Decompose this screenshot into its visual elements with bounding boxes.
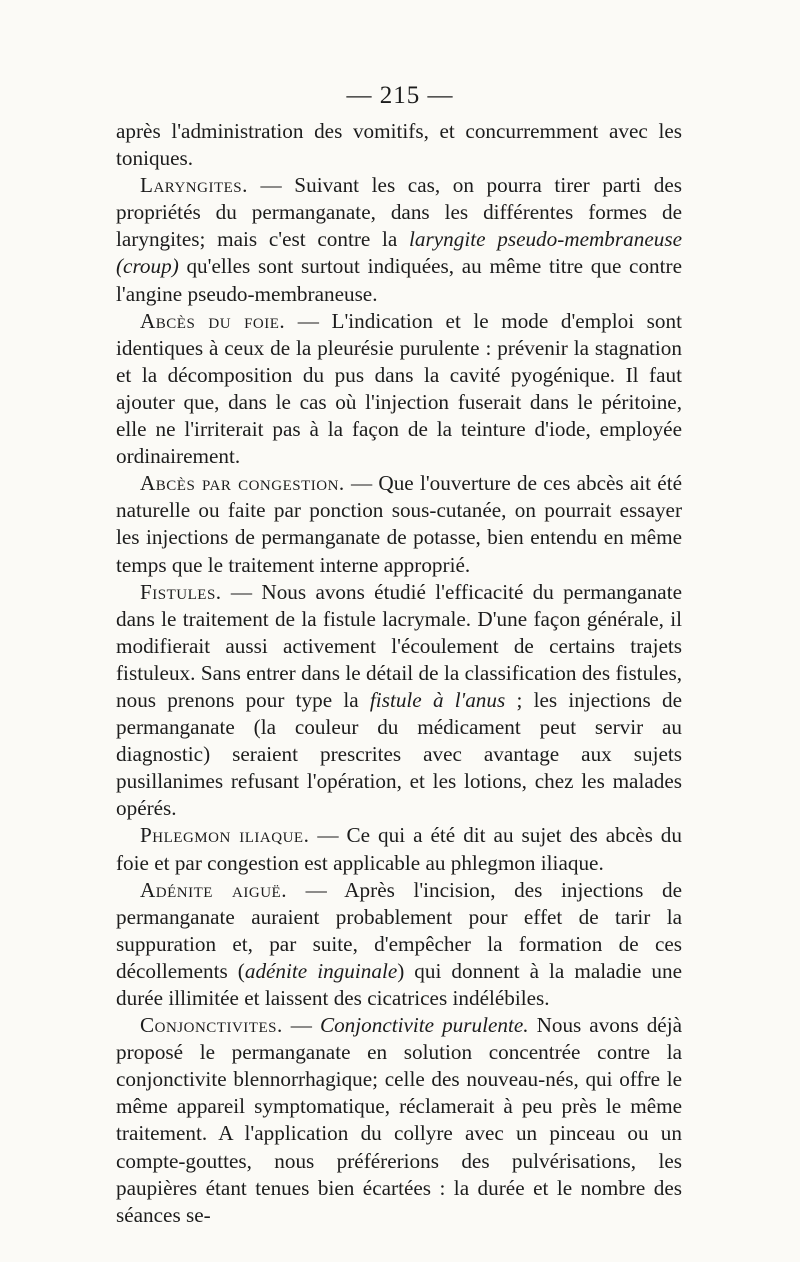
paragraph-heading: Fistules. xyxy=(140,579,222,604)
paragraph-phlegmon xyxy=(116,822,682,876)
paragraph-heading: Adénite aiguë. xyxy=(140,877,288,902)
paragraph-heading: Laryngites. xyxy=(140,173,248,198)
paragraph-fistules xyxy=(116,579,682,823)
paragraph-text: qu'elles sont surtout indiquées, au même titre que contre l'angine pseudo-membraneuse. xyxy=(116,254,682,306)
paragraph-heading: Conjonctivites. xyxy=(140,1013,283,1038)
paragraph-text: — Après l'incision, des injections de permanganate auraient probablement pour effet de tarir la suppuration et, par suite, d'empêcher la formation de ces décollements ( xyxy=(116,877,682,983)
paragraph-adenite xyxy=(116,877,682,1012)
page-number: — 215 — xyxy=(346,82,454,109)
paragraph-laryngites xyxy=(116,172,682,307)
paragraph-text: — Nous avons étudié l'efficacité du permanganate dans le traitement de la fistule lacrymale. D'une façon générale, il modifierait aussi activement l'écoulement de certains trajets fistuleux. Sans entrer dans le détail de la classification des fistules, nous prenons pour type la xyxy=(116,579,682,712)
paragraph-text: — xyxy=(282,1013,320,1038)
paragraph-text: — Suivant les cas, on pourra tirer parti des propriétés du permanganate, dans les différentes formes de laryngites; mais c'est contre la xyxy=(116,173,682,252)
paragraph-heading: Abcès par congestion. xyxy=(140,471,345,496)
paragraph-text: — Ce qui a été dit au sujet des abcès du foie et par congestion est applicable au phlegmon iliaque. xyxy=(116,823,682,875)
paragraph-text: Nous avons déjà proposé le permanganate en solution concentrée contre la conjonctivite blennorrhagique; celle des nouveau-nés, qui offre le même appareil symptomatique, réclamerait à peu près le même traitement. A l'application du collyre avec un pinceau ou un compte-gouttes, nous préférerions des pulvérisations, les paupières étant tenues bien écartées : la durée et le nombre des séances se- xyxy=(116,1013,682,1227)
paragraph-emphasis: Conjonctivite purulente. xyxy=(319,1013,529,1038)
paragraph-abces-congestion xyxy=(116,470,682,578)
paragraph-emphasis: laryngite pseudo-membraneuse (croup) xyxy=(116,227,682,279)
paragraph-heading: Abcès du foie. xyxy=(140,308,286,333)
paragraph-continuation xyxy=(116,118,682,172)
paragraph-emphasis: adénite inguinale xyxy=(244,958,398,983)
paragraph-text: ; les injections de permanganate (la couleur du médicament peut servir au diagnostic) seraient prescrites avec avantage aux sujets pusillanimes refusant l'opération, et les lotions, chez les malades opérés. xyxy=(116,687,682,821)
paragraph-heading: Phlegmon iliaque. xyxy=(140,823,310,848)
body-text xyxy=(116,118,682,1229)
paragraph-abces-foie xyxy=(116,308,682,471)
paragraph-conjonctivites xyxy=(116,1012,682,1229)
paragraph-text: — Que l'ouverture de ces abcès ait été naturelle ou faite par ponction sous-cutanée, on pourrait essayer les injections de permanganate de potasse, bien entendu en même temps que le traitement interne approprié. xyxy=(116,471,682,577)
paragraph-text: après l'administration des vomitifs, et concurremment avec les toniques. xyxy=(116,119,682,171)
paragraph-emphasis: fistule à l'anus xyxy=(369,687,506,712)
paragraph-text: ) qui donnent à la maladie une durée illimitée et laissent des cicatrices indélébiles. xyxy=(116,958,682,1010)
paragraph-text: — L'indication et le mode d'emploi sont identiques à ceux de la pleurésie purulente : prévenir la stagnation et la décomposition du pus dans la cavité pyogénique. Il faut ajouter que, dans le cas où l'injection fuserait dans le péritoine, elle ne l'irriterait pas à la façon de la teinture d'iode, employée ordinairement. xyxy=(116,308,682,469)
